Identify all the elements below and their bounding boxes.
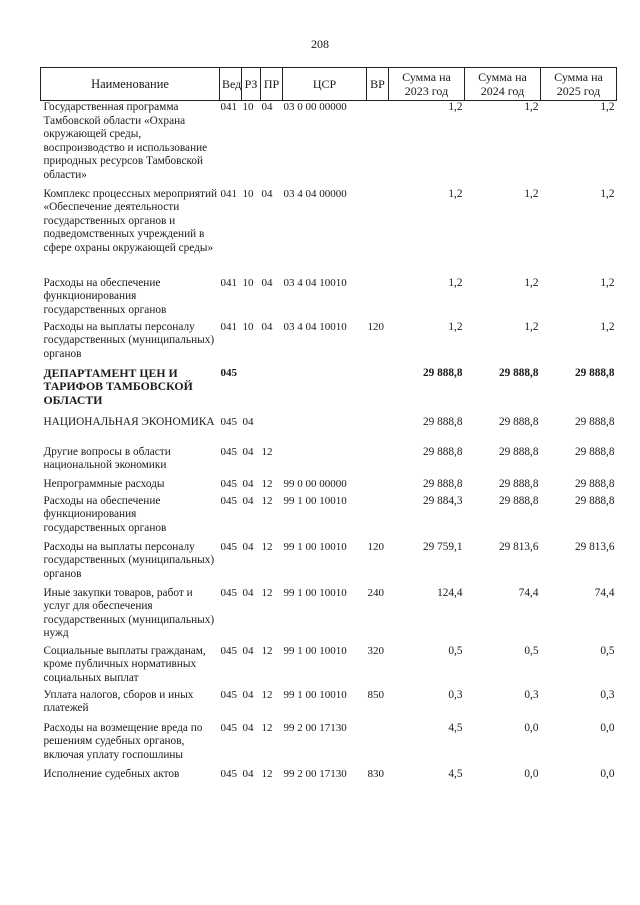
table-row (41, 689, 617, 722)
header-ved: Вед (220, 68, 242, 101)
row-name: Непрограммные расходы (43, 477, 165, 490)
row-sum-2025: 0,0 (600, 767, 615, 780)
row-sum-2025: 0,3 (600, 688, 615, 701)
row-vr (367, 367, 389, 416)
row-sum-2024: 1,2 (524, 320, 539, 333)
row-vr (367, 188, 389, 277)
row-ved: 041 (220, 276, 237, 289)
row-ved: 045 (220, 445, 237, 458)
row-vr: 320 (367, 644, 384, 657)
row-csr: 03 4 04 10010 (283, 276, 347, 289)
header-csr: ЦСР (283, 68, 367, 101)
row-csr: 03 4 04 00000 (283, 187, 347, 200)
row-sum-2025: 29 888,8 (574, 445, 615, 458)
row-pr: 04 (261, 187, 273, 200)
row-vr: 120 (367, 540, 384, 553)
row-rz: 04 (242, 477, 254, 490)
row-sum-2023: 29 888,8 (422, 366, 463, 379)
row-csr: 03 0 00 00000 (283, 101, 347, 113)
row-name: Исполнение судебных актов (43, 767, 180, 780)
table-row (41, 188, 617, 277)
row-rz: 04 (242, 586, 254, 599)
row-sum-2025: 29 888,8 (574, 477, 615, 490)
row-pr: 12 (261, 540, 273, 553)
row-rz: 04 (242, 767, 254, 780)
row-rz: 04 (242, 415, 254, 428)
row-rz: 10 (242, 320, 254, 333)
row-ved: 045 (220, 644, 237, 657)
row-pr: 04 (261, 101, 273, 113)
row-ved: 045 (220, 494, 237, 507)
row-pr: 12 (261, 477, 273, 490)
row-name: Расходы на выплаты персоналу государственных (муниципальных) органов (43, 320, 215, 360)
row-pr: 12 (261, 767, 273, 780)
row-sum-2024: 1,2 (524, 187, 539, 200)
table-row (41, 722, 617, 768)
header-sum-2023: Сумма на 2023 год (389, 68, 465, 101)
row-sum-2023: 1,2 (448, 276, 463, 289)
row-sum-2025: 29 888,8 (574, 415, 615, 428)
row-csr: 03 4 04 10010 (283, 320, 347, 333)
page-number: 208 (311, 37, 329, 51)
row-vr (367, 101, 389, 188)
row-sum-2023: 1,2 (448, 101, 463, 113)
header-sum-2024: Сумма на 2024 год (465, 68, 541, 101)
row-name: Расходы на возмещение вреда по решениям судебных органов, включая уплату госпошлины (43, 721, 203, 761)
row-csr (283, 416, 367, 446)
row-sum-2023: 0,5 (448, 644, 463, 657)
row-pr: 04 (261, 276, 273, 289)
row-name: Расходы на обеспечение функционирования государственных органов (43, 276, 167, 316)
row-vr: 830 (367, 767, 384, 780)
row-pr: 12 (261, 721, 273, 734)
table-row (41, 768, 617, 786)
row-rz: 04 (242, 445, 254, 458)
row-sum-2025: 1,2 (600, 320, 615, 333)
row-pr: 12 (261, 494, 273, 507)
header-rz: РЗ (242, 68, 261, 101)
row-pr (261, 367, 283, 416)
row-sum-2024: 74,4 (518, 586, 539, 599)
row-sum-2024: 29 888,8 (498, 415, 539, 428)
table-row (41, 541, 617, 587)
table-row (41, 645, 617, 689)
row-name: Расходы на обеспечение функционирования государственных органов (43, 494, 167, 534)
row-name: Другие вопросы в области национальной экономики (43, 445, 171, 472)
row-sum-2024: 0,5 (524, 644, 539, 657)
row-sum-2024: 29 813,6 (498, 540, 539, 553)
row-pr: 12 (261, 445, 273, 458)
row-sum-2023: 0,3 (448, 688, 463, 701)
row-sum-2025: 0,5 (600, 644, 615, 657)
row-vr (367, 722, 389, 768)
row-name: Уплата налогов, сборов и иных платежей (43, 688, 194, 715)
row-sum-2025: 29 813,6 (574, 540, 615, 553)
row-ved: 045 (220, 366, 237, 379)
row-sum-2024: 29 888,8 (498, 366, 539, 379)
row-ved: 041 (220, 320, 237, 333)
header-vr: ВР (367, 68, 389, 101)
row-name: ДЕПАРТАМЕНТ ЦЕН И ТАРИФОВ ТАМБОВСКОЙ ОБЛАСТИ (43, 365, 193, 407)
table-row (41, 587, 617, 645)
row-rz: 10 (242, 276, 254, 289)
row-sum-2023: 29 884,3 (422, 494, 463, 507)
row-vr: 240 (367, 586, 384, 599)
header-name: Наименование (41, 68, 220, 101)
row-sum-2024: 29 888,8 (498, 445, 539, 458)
row-sum-2023: 124,4 (437, 586, 463, 599)
header-pr: ПР (261, 68, 283, 101)
row-sum-2024: 0,0 (524, 721, 539, 734)
row-vr (367, 478, 389, 495)
row-sum-2023: 1,2 (448, 187, 463, 200)
row-rz: 04 (242, 721, 254, 734)
row-vr (367, 495, 389, 541)
row-csr (283, 446, 367, 478)
table-row (41, 416, 617, 446)
row-csr: 99 1 00 10010 (283, 586, 347, 599)
row-rz: 04 (242, 644, 254, 657)
row-ved: 041 (220, 101, 237, 113)
row-csr: 99 0 00 00000 (283, 477, 347, 490)
row-sum-2023: 29 759,1 (422, 540, 463, 553)
row-sum-2023: 29 888,8 (422, 445, 463, 458)
row-sum-2024: 0,3 (524, 688, 539, 701)
row-sum-2023: 29 888,8 (422, 415, 463, 428)
row-sum-2024: 29 888,8 (498, 494, 539, 507)
row-sum-2024: 29 888,8 (498, 477, 539, 490)
row-sum-2025: 74,4 (594, 586, 615, 599)
row-vr (367, 416, 389, 446)
row-sum-2024: 0,0 (524, 767, 539, 780)
row-pr: 12 (261, 586, 273, 599)
row-rz: 10 (242, 187, 254, 200)
row-csr: 99 1 00 10010 (283, 494, 347, 507)
header-sum-2025: Сумма на 2025 год (541, 68, 617, 101)
row-pr: 12 (261, 688, 273, 701)
row-name: Иные закупки товаров, работ и услуг для обеспечения государственных (муниципальных) нужд (43, 586, 215, 640)
row-ved: 045 (220, 767, 237, 780)
row-sum-2024: 1,2 (524, 276, 539, 289)
row-csr (283, 367, 367, 416)
table-row (41, 101, 617, 188)
row-pr (261, 416, 283, 446)
row-vr (367, 277, 389, 321)
table-row (41, 321, 617, 367)
row-ved: 045 (220, 415, 237, 428)
row-rz: 04 (242, 688, 254, 701)
table-row (41, 446, 617, 478)
table-header-row (41, 68, 617, 101)
row-ved: 045 (220, 540, 237, 553)
row-ved: 045 (220, 721, 237, 734)
row-ved: 041 (220, 187, 237, 200)
row-sum-2025: 1,2 (600, 276, 615, 289)
row-sum-2023: 4,5 (448, 721, 463, 734)
table-row (41, 277, 617, 321)
budget-table (40, 67, 617, 786)
row-ved: 045 (220, 586, 237, 599)
row-ved: 045 (220, 477, 237, 490)
row-rz: 10 (242, 101, 254, 113)
row-sum-2023: 4,5 (448, 767, 463, 780)
row-sum-2025: 1,2 (600, 187, 615, 200)
row-csr: 99 2 00 17130 (283, 767, 347, 780)
row-sum-2025: 0,0 (600, 721, 615, 734)
table-row (41, 367, 617, 416)
row-csr: 99 1 00 10010 (283, 688, 347, 701)
row-sum-2023: 1,2 (448, 320, 463, 333)
row-vr: 850 (367, 688, 384, 701)
row-pr: 04 (261, 320, 273, 333)
row-name: Социальные выплаты гражданам, кроме публичных нормативных социальных выплат (43, 644, 206, 684)
table-row (41, 495, 617, 541)
row-name: Расходы на выплаты персоналу государственных (муниципальных) органов (43, 540, 215, 580)
row-name: НАЦИОНАЛЬНАЯ ЭКОНОМИКА (43, 415, 215, 428)
row-sum-2025: 29 888,8 (574, 366, 615, 379)
table-row (41, 478, 617, 495)
row-name: Государственная программа Тамбовской области «Охрана окружающей среды, воспроизводство и использование природных ресурсов Тамбовской области» (43, 101, 208, 181)
row-sum-2023: 29 888,8 (422, 477, 463, 490)
row-ved: 045 (220, 688, 237, 701)
row-csr: 99 1 00 10010 (283, 644, 347, 657)
row-pr: 12 (261, 644, 273, 657)
row-sum-2025: 29 888,8 (574, 494, 615, 507)
row-csr: 99 2 00 17130 (283, 721, 347, 734)
row-name: Комплекс процессных мероприятий «Обеспечение деятельности государственных органов и подведомственных учреждений в сфере охраны окружающей среды» (43, 187, 218, 254)
row-rz: 04 (242, 540, 254, 553)
row-rz: 04 (242, 494, 254, 507)
row-csr: 99 1 00 10010 (283, 540, 347, 553)
row-sum-2025: 1,2 (600, 101, 615, 113)
row-sum-2024: 1,2 (524, 101, 539, 113)
row-rz (242, 367, 261, 416)
row-vr (367, 446, 389, 478)
row-vr: 120 (367, 320, 384, 333)
